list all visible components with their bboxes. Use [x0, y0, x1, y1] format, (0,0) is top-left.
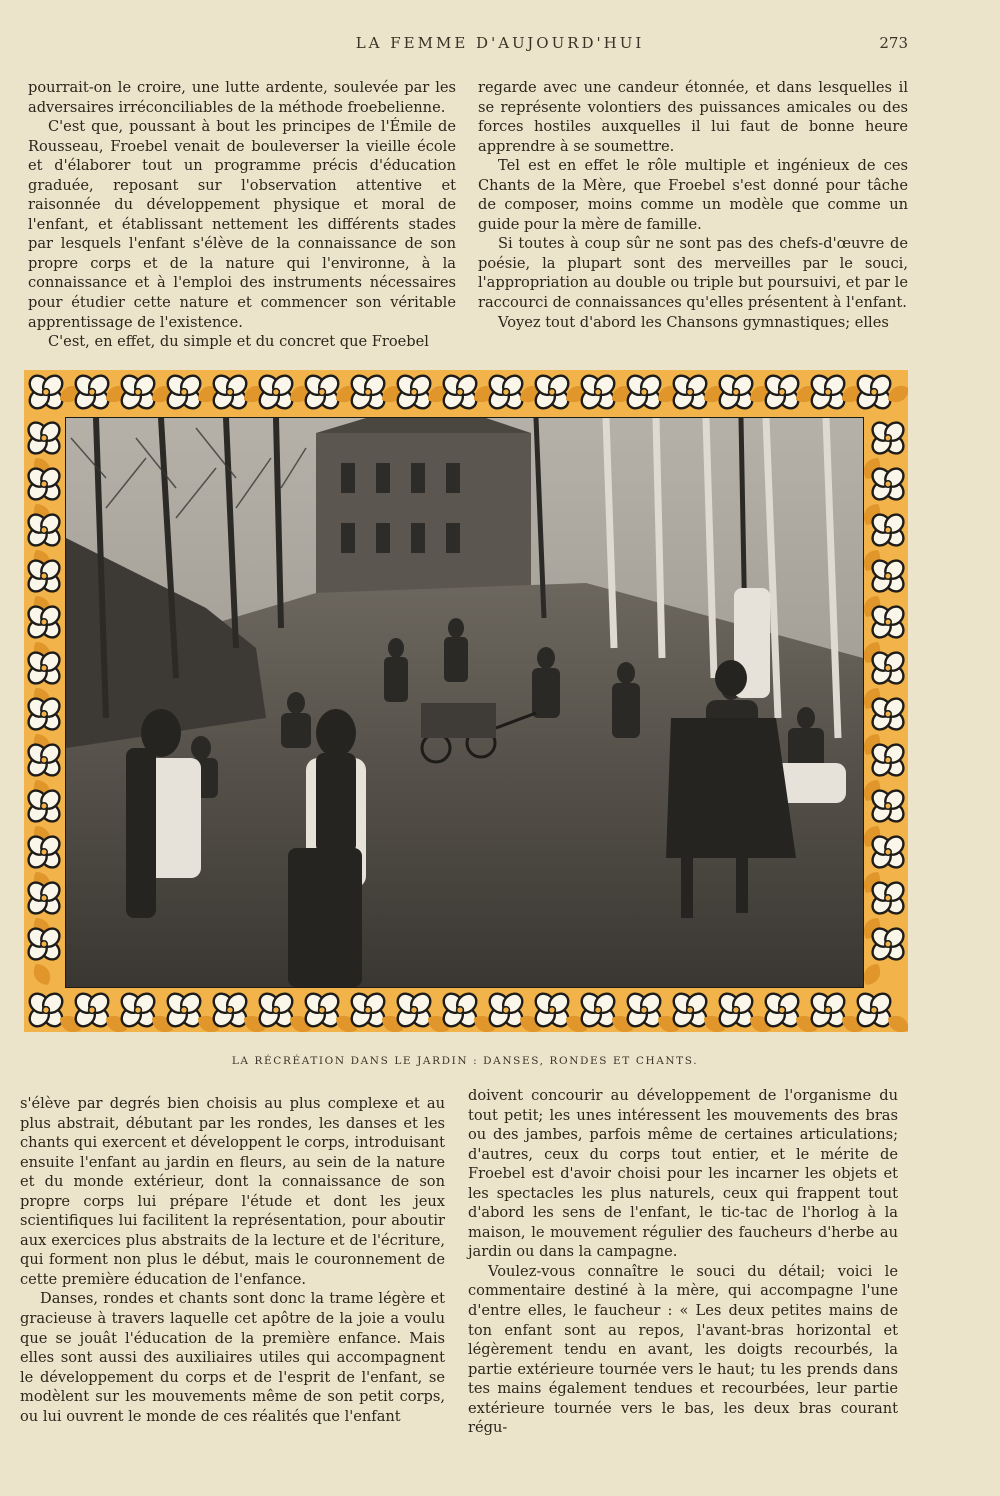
paragraph: pourrait-on le croire, une lutte ardente, soulevée par les adversaires irréconciliables de la méthode froebelienne.	[28, 79, 456, 116]
paragraph: doivent concourir au développement de l'organisme du tout petit; les unes intéressent les mouvements des bras ou des jambes, parfois même de certaines articulations; d'autres, ceux du corps tout entier, et le mérite de Froebel est d'avoir choisi pour les incarner les objets et les spectacles les plus naturels, ceux qui frappent tout d'abord les sens de l'enfant, le tic-tac de l'horlog à la maison, le mouvement régulier des faucheurs d'herbe au jardin ou dans la campagne.	[468, 1087, 898, 1261]
blossom-ornament	[578, 990, 618, 1030]
paragraph: s'élève par degrés bien choisis au plus complexe et au plus abstrait, débutant par les rondes, les danses et les chants qui exercent et développent le corps, introduisant ensuite l'enfant au jardin en fleurs, au sein de la nature et du monde extérieur, dont la connaissance de son propre corps lui prépare l'étude et dont les jeux scientifiques lui facilitent la représentation, pour aboutir aux exercices plus abstraits de la lecture et de l'écriture, qui forment non plus le début, mais le couronnement de cette première éducation de l'enfance.	[20, 1095, 445, 1288]
blossom-ornament	[670, 990, 710, 1030]
paragraph: C'est, en effet, du simple et du concret que Froebel	[48, 333, 429, 351]
column-top-left	[28, 78, 456, 352]
blossom-ornament	[869, 511, 907, 549]
blossom-ornament	[854, 990, 894, 1030]
paragraph: Tel est en effet le rôle multiple et ingénieux de ces Chants de la Mère, que Froebel s'est donné pour tâche de composer, moins comme un modèle que comme un guide pour la mère de famille.	[478, 157, 908, 233]
blossom-ornament	[869, 925, 907, 963]
blossom-ornament	[348, 990, 388, 1030]
blossom-ornament	[869, 419, 907, 457]
blossom-ornament	[440, 990, 480, 1030]
blossom-ornament	[869, 557, 907, 595]
blossom-ornament	[869, 603, 907, 641]
leaf-ornament	[30, 960, 55, 988]
figure-caption: LA RÉCRÉATION DANS LE JARDIN : DANSES, RONDES ET CHANTS.	[231, 1055, 699, 1067]
blossom-ornament	[302, 990, 342, 1030]
blossom-ornament	[118, 990, 158, 1030]
blossom-ornament	[869, 649, 907, 687]
running-header	[0, 34, 1000, 56]
paragraph: C'est que, poussant à bout les principes de l'Émile de Rousseau, Froebel venait de bouleverser la vieille école et d'élaborer tout un programme précis d'éducation graduée, reposant sur l'observation attentive et raisonnée du développement physique et moral de l'enfant, et établissant nettement les différents stades par lesquels l'enfant s'élève de la connaissance de son propre corps et de la nature qui l'environne, à la connaissance et à l'emploi des instruments nécessaires pour étudier cette nature et commencer son véritable apprentissage de l'existence.	[28, 118, 456, 331]
blossom-ornament	[869, 879, 907, 917]
blossom-ornament	[256, 990, 296, 1030]
blossom-ornament	[762, 990, 802, 1030]
column-top-right	[478, 78, 908, 332]
blossom-ornament	[716, 990, 756, 1030]
blossom-ornament	[26, 372, 66, 412]
blossom-ornament	[72, 990, 112, 1030]
blossom-ornament	[486, 990, 526, 1030]
figure-frame	[24, 370, 908, 1032]
blossom-ornament	[210, 990, 250, 1030]
blossom-ornament	[532, 990, 572, 1030]
photo-illustration	[66, 418, 863, 987]
blossom-ornament	[624, 990, 664, 1030]
blossom-ornament	[869, 787, 907, 825]
blossom-ornament	[869, 465, 907, 503]
blossom-ornament	[394, 990, 434, 1030]
page-number: 273	[879, 34, 908, 52]
column-bottom-right	[468, 1086, 898, 1438]
paragraph: regarde avec une candeur étonnée, et dans lesquelles il se représente volontiers des puissances amicales ou des forces hostiles auxquelles il lui faut de bonne heure apprendre à se soumettre.	[478, 79, 908, 155]
paragraph: Danses, rondes et chants sont donc la trame légère et gracieuse à travers laquelle cet apôtre de la joie a voulu que se jouât l'éducation de la première enfance. Mais elles sont aussi des auxiliaires utiles qui accompagnent le développement du corps et de l'esprit de l'enfant, se modèlent sur les mouvements même de son petit corps, ou lui ouvrent le monde de ces réalités que l'enfant	[20, 1290, 445, 1425]
running-title: LA FEMME D'AUJOURD'HUI	[355, 34, 645, 52]
blossom-ornament	[869, 833, 907, 871]
column-bottom-left	[20, 1094, 445, 1426]
blossom-ornament	[869, 741, 907, 779]
blossom-ornament	[808, 990, 848, 1030]
blossom-ornament	[164, 990, 204, 1030]
blossom-ornament	[26, 990, 66, 1030]
paragraph: Voyez tout d'abord les Chansons gymnastiques; elles	[498, 313, 889, 331]
paragraph: Voulez-vous connaître le souci du détail; voici le commentaire destiné à la mère, qui accompagne l'une d'entre elles, le faucheur : « Les deux petites mains de ton enfant sont au repos, l'avant-bras horizontal et légèrement tendu en avant, les doigts recourbés, la partie extérieure tournée vers le haut; tu les prends dans tes mains également tendues et recourbées, leur partie extérieure tournée vers le bas, les deux bras courant régu-	[468, 1262, 898, 1437]
paragraph: Si toutes à coup sûr ne sont pas des chefs-d'œuvre de poésie, la plupart sont des merveilles par le souci, l'appropriation au double ou triple but poursuivi, et par le raccourci de connaissances qu'elles présentent à l'enfant.	[478, 235, 908, 312]
blossom-ornament	[25, 419, 63, 457]
garden-photograph	[65, 417, 864, 988]
blossom-ornament	[869, 695, 907, 733]
